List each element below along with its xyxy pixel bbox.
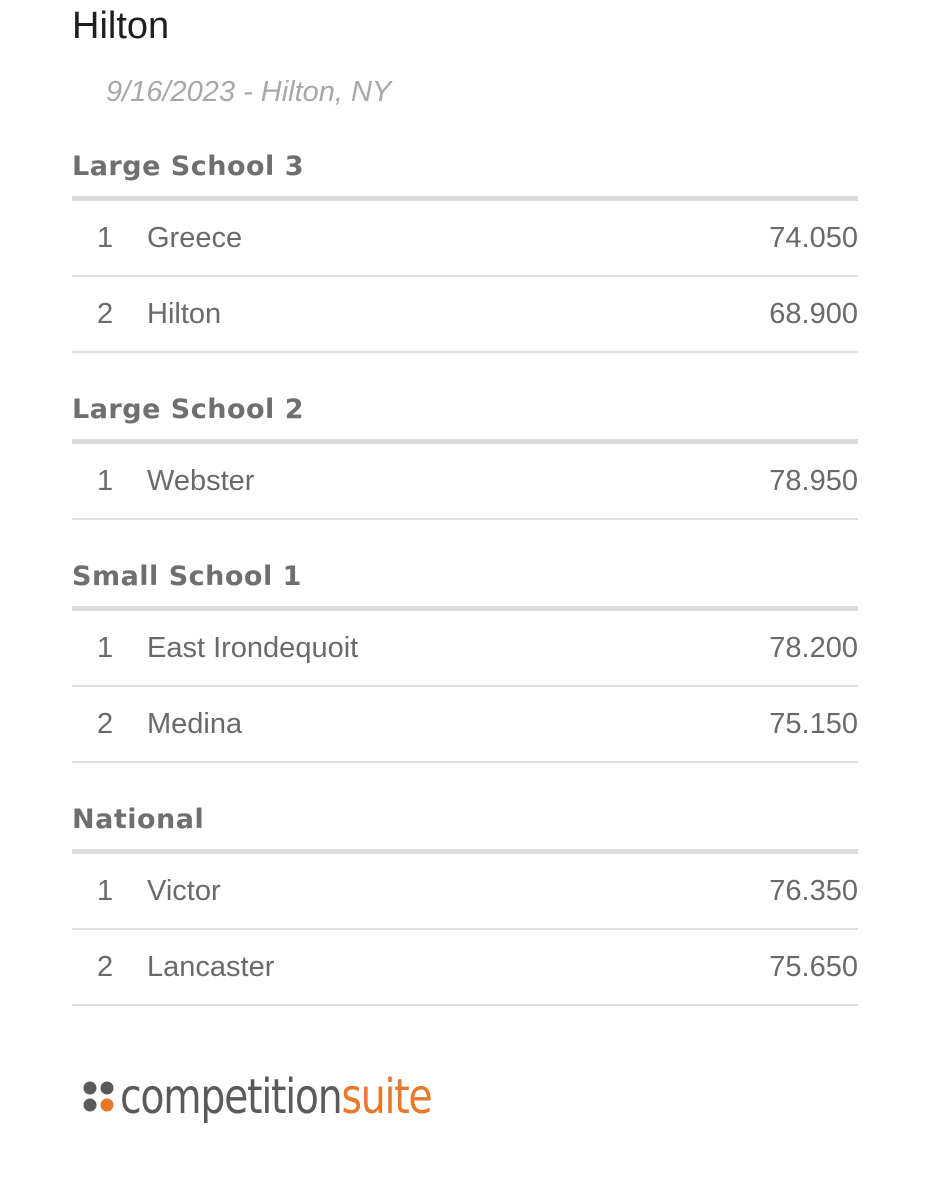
section-title: Large School 3 bbox=[72, 150, 858, 201]
four-dots-logo-icon bbox=[82, 1080, 116, 1114]
team-name: Webster bbox=[147, 464, 255, 497]
score: 75.650 bbox=[769, 950, 858, 983]
score: 78.200 bbox=[769, 631, 858, 664]
table-row[interactable] bbox=[72, 277, 858, 353]
competitionsuite-logo[interactable] bbox=[82, 1062, 500, 1132]
rank: 2 bbox=[97, 950, 114, 983]
score: 74.050 bbox=[769, 221, 858, 254]
score: 76.350 bbox=[769, 874, 858, 907]
table-row[interactable] bbox=[72, 444, 858, 520]
rank: 1 bbox=[97, 221, 114, 254]
score: 75.150 bbox=[769, 707, 858, 740]
team-name: Hilton bbox=[147, 297, 222, 330]
logo-text-suite: suite bbox=[341, 1069, 432, 1125]
class-section bbox=[72, 393, 858, 520]
section-title: Large School 2 bbox=[72, 393, 858, 444]
event-date-location: 9/16/2023 - Hilton, NY bbox=[106, 76, 392, 108]
score: 68.900 bbox=[769, 297, 858, 330]
rank: 1 bbox=[97, 464, 114, 497]
rank: 2 bbox=[97, 297, 114, 330]
section-title: Small School 1 bbox=[72, 560, 858, 611]
team-name: East Irondequoit bbox=[147, 631, 359, 664]
rank: 2 bbox=[97, 707, 114, 740]
logo-wordmark bbox=[120, 1069, 432, 1125]
team-name: Medina bbox=[147, 707, 243, 740]
class-section bbox=[72, 150, 858, 353]
table-row[interactable] bbox=[72, 611, 858, 687]
section-title: National bbox=[72, 803, 858, 854]
table-row[interactable] bbox=[72, 687, 858, 763]
results-sections bbox=[72, 150, 858, 1046]
table-row[interactable] bbox=[72, 854, 858, 930]
rank: 1 bbox=[97, 631, 114, 664]
logo-text-competition: competition bbox=[120, 1069, 342, 1125]
team-name: Greece bbox=[147, 221, 243, 254]
class-section bbox=[72, 803, 858, 1006]
table-row[interactable] bbox=[72, 930, 858, 1006]
table-row[interactable] bbox=[72, 201, 858, 277]
team-name: Lancaster bbox=[147, 950, 275, 983]
score: 78.950 bbox=[769, 464, 858, 497]
class-section bbox=[72, 560, 858, 763]
page-title: Hilton bbox=[72, 5, 170, 47]
rank: 1 bbox=[97, 874, 114, 907]
team-name: Victor bbox=[147, 874, 221, 907]
